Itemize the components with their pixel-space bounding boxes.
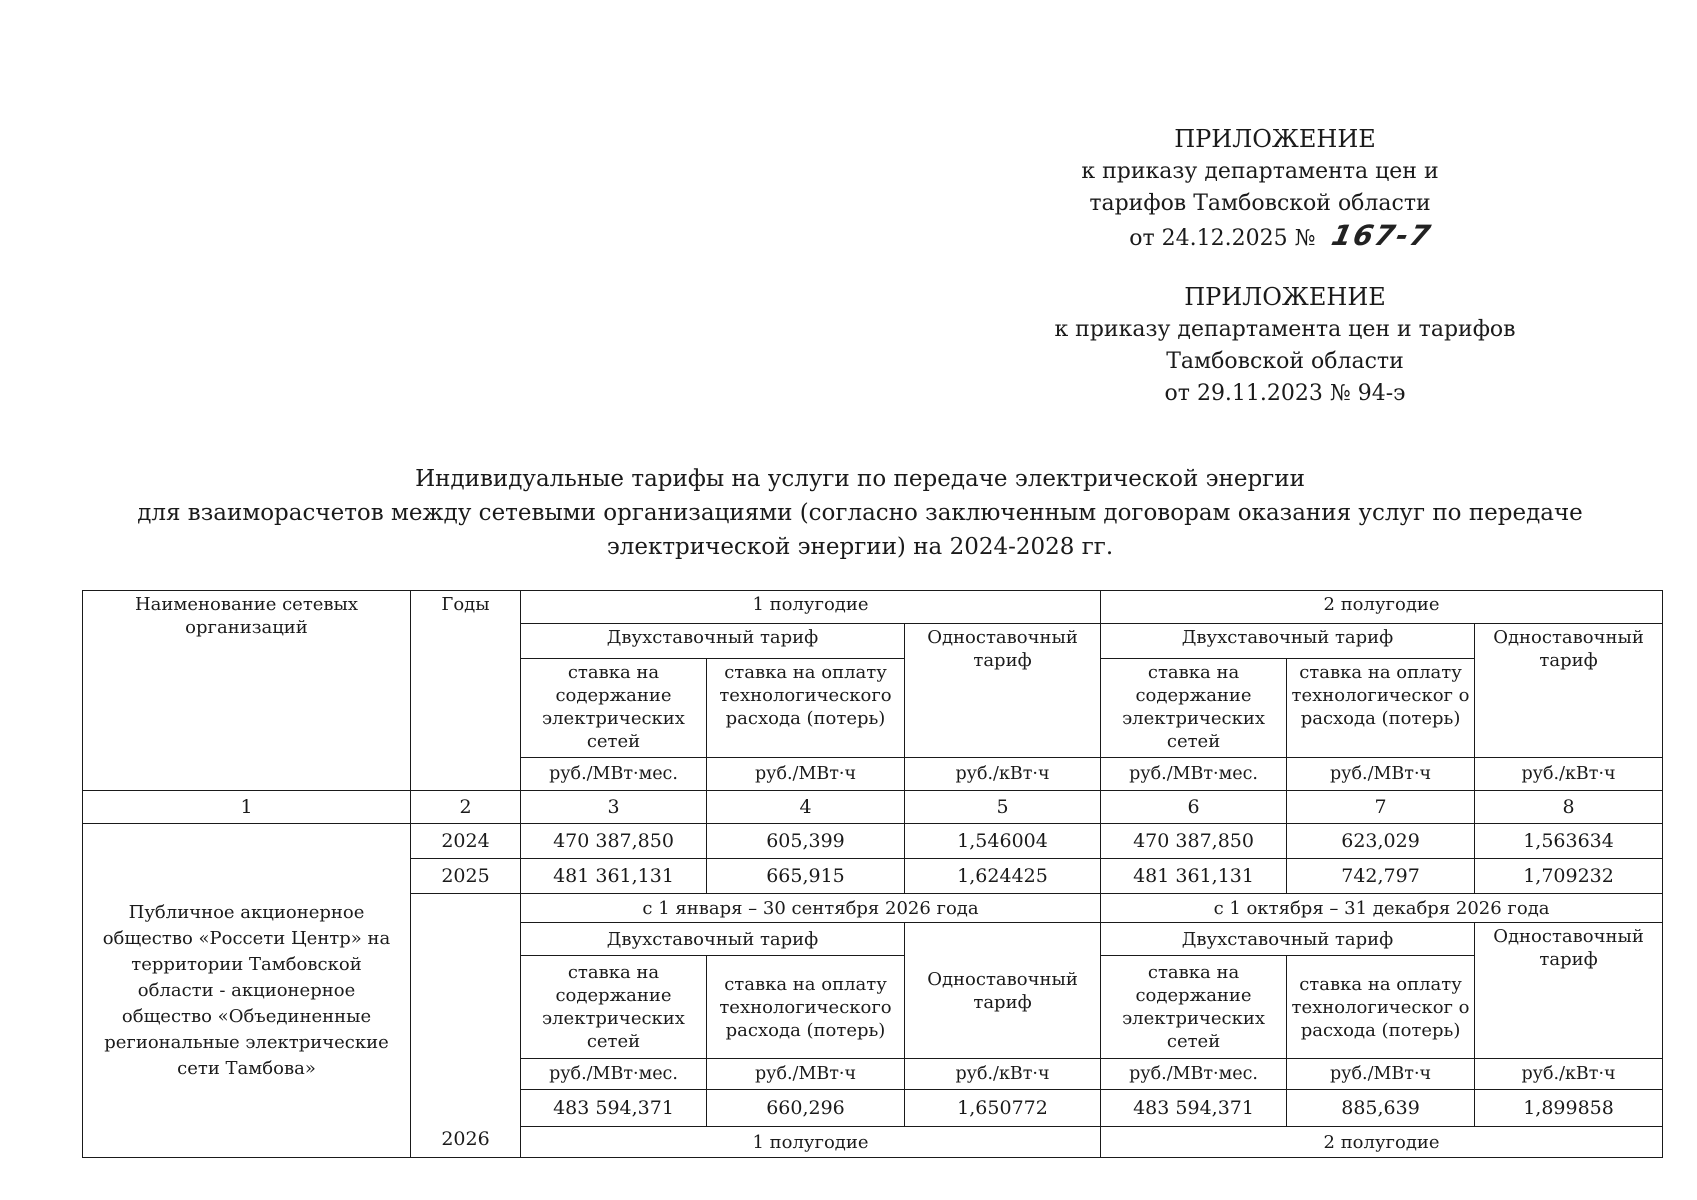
value-cell: 481 361,131 (521, 859, 707, 894)
organization-name: Публичное акционерное общество «Россети Центр» на территории Тамбовской области - акционерное общество «Объединенные региональные электрические сети Тамбова» (83, 824, 411, 1158)
header-rate-losses: ставка на оплату технологического расхода (потерь) (707, 659, 905, 758)
footer-half1: 1 полугодие (521, 1127, 1101, 1158)
title-line: электрической энергии) на 2024-2028 гг. (606, 534, 1114, 560)
appendix-date-line (1090, 220, 1460, 255)
column-number: 3 (521, 791, 707, 824)
column-number: 1 (83, 791, 411, 824)
header-rate-maintenance: ставка на содержание электрических сетей (1101, 659, 1287, 758)
value-cell: 660,296 (707, 1090, 905, 1127)
value-cell: 1,563634 (1475, 824, 1663, 859)
unit-cell: руб./МВт·мес. (1101, 1059, 1287, 1090)
appendix-line: от 29.11.2023 № 94-э (1164, 381, 1406, 406)
header-half1: 1 полугодие (521, 591, 1101, 624)
appendix-heading: ПРИЛОЖЕНИЕ (1184, 283, 1386, 311)
year-cell: 2024 (411, 824, 521, 859)
value-cell: 483 594,371 (521, 1090, 707, 1127)
value-cell: 481 361,131 (1101, 859, 1287, 894)
table-row (83, 824, 1663, 859)
value-cell: 483 594,371 (1101, 1090, 1287, 1127)
header-two-rate: Двухставочный тариф (1101, 923, 1475, 956)
value-cell: 742,797 (1287, 859, 1475, 894)
title-line: Индивидуальные тарифы на услуги по передаче электрической энергии (415, 466, 1305, 492)
column-number: 8 (1475, 791, 1663, 824)
header-rate-losses: ставка на оплату технологическог о расхода (потерь) (1287, 659, 1475, 758)
period-2026-first: с 1 января – 30 сентября 2026 года (521, 894, 1101, 923)
header-org-name: Наименование сетевых организаций (83, 591, 411, 791)
appendix-date: от 24.12.2025 № (1129, 226, 1316, 251)
header-one-rate: Одноставочный тариф (905, 624, 1101, 758)
unit-cell: руб./кВт·ч (905, 758, 1101, 791)
appendix-line: к приказу департамента цен и тарифов (1054, 317, 1516, 342)
header-two-rate: Двухставочный тариф (521, 923, 905, 956)
value-cell: 1,546004 (905, 824, 1101, 859)
year-cell: 2025 (411, 859, 521, 894)
value-cell: 605,399 (707, 824, 905, 859)
header-half2: 2 полугодие (1101, 591, 1663, 624)
column-numbers-row (83, 791, 1663, 824)
unit-cell: руб./МВт·ч (707, 1059, 905, 1090)
column-number: 2 (411, 791, 521, 824)
unit-cell: руб./кВт·ч (1475, 758, 1663, 791)
year-cell: 2026 (411, 894, 521, 1158)
column-number: 7 (1287, 791, 1475, 824)
appendix-heading: ПРИЛОЖЕНИЕ (1174, 125, 1376, 153)
period-2026-second: с 1 октября – 31 декабря 2026 года (1101, 894, 1663, 923)
footer-half2: 2 полугодие (1101, 1127, 1663, 1158)
appendix-current-order (1081, 122, 1460, 255)
value-cell: 1,650772 (905, 1090, 1101, 1127)
title-line: для взаиморасчетов между сетевыми организациями (согласно заключенным договорам оказания услуг по передаче (137, 500, 1583, 526)
appendix-line: тарифов Тамбовской области (1089, 191, 1431, 216)
appendix-line: к приказу департамента цен и (1081, 159, 1439, 184)
unit-cell: руб./МВт·мес. (521, 758, 707, 791)
header-two-rate: Двухставочный тариф (1101, 624, 1475, 659)
value-cell: 665,915 (707, 859, 905, 894)
header-one-rate: Одноставочный тариф (1475, 923, 1663, 1059)
value-cell: 885,639 (1287, 1090, 1475, 1127)
header-one-rate: Одноставочный тариф (1475, 624, 1663, 758)
value-cell: 470 387,850 (521, 824, 707, 859)
table-header-row (83, 591, 1663, 624)
tariff-table (82, 590, 1663, 1158)
appendix-previous-order (1050, 280, 1520, 410)
header-one-rate: Одноставочный тариф (905, 923, 1101, 1059)
unit-cell: руб./МВт·мес. (1101, 758, 1287, 791)
value-cell: 1,624425 (905, 859, 1101, 894)
value-cell: 1,709232 (1475, 859, 1663, 894)
header-rate-losses: ставка на оплату технологического расхода (потерь) (707, 956, 905, 1059)
header-rate-maintenance: ставка на содержание электрических сетей (1101, 956, 1287, 1059)
document-title (120, 462, 1600, 564)
appendix-line: Тамбовской области (1166, 349, 1404, 374)
value-cell: 623,029 (1287, 824, 1475, 859)
unit-cell: руб./кВт·ч (1475, 1059, 1663, 1090)
column-number: 4 (707, 791, 905, 824)
header-rate-maintenance: ставка на содержание электрических сетей (521, 659, 707, 758)
unit-cell: руб./МВт·ч (1287, 1059, 1475, 1090)
value-cell: 470 387,850 (1101, 824, 1287, 859)
unit-cell: руб./кВт·ч (905, 1059, 1101, 1090)
value-cell: 1,899858 (1475, 1090, 1663, 1127)
column-number: 6 (1101, 791, 1287, 824)
header-rate-maintenance: ставка на содержание электрических сетей (521, 956, 707, 1059)
unit-cell: руб./МВт·ч (707, 758, 905, 791)
unit-cell: руб./МВт·мес. (521, 1059, 707, 1090)
header-two-rate: Двухставочный тариф (521, 624, 905, 659)
header-years: Годы (411, 591, 521, 791)
handwritten-order-number: 167-7 (1329, 219, 1436, 252)
column-number: 5 (905, 791, 1101, 824)
unit-cell: руб./МВт·ч (1287, 758, 1475, 791)
header-rate-losses: ставка на оплату технологическог о расхода (потерь) (1287, 956, 1475, 1059)
